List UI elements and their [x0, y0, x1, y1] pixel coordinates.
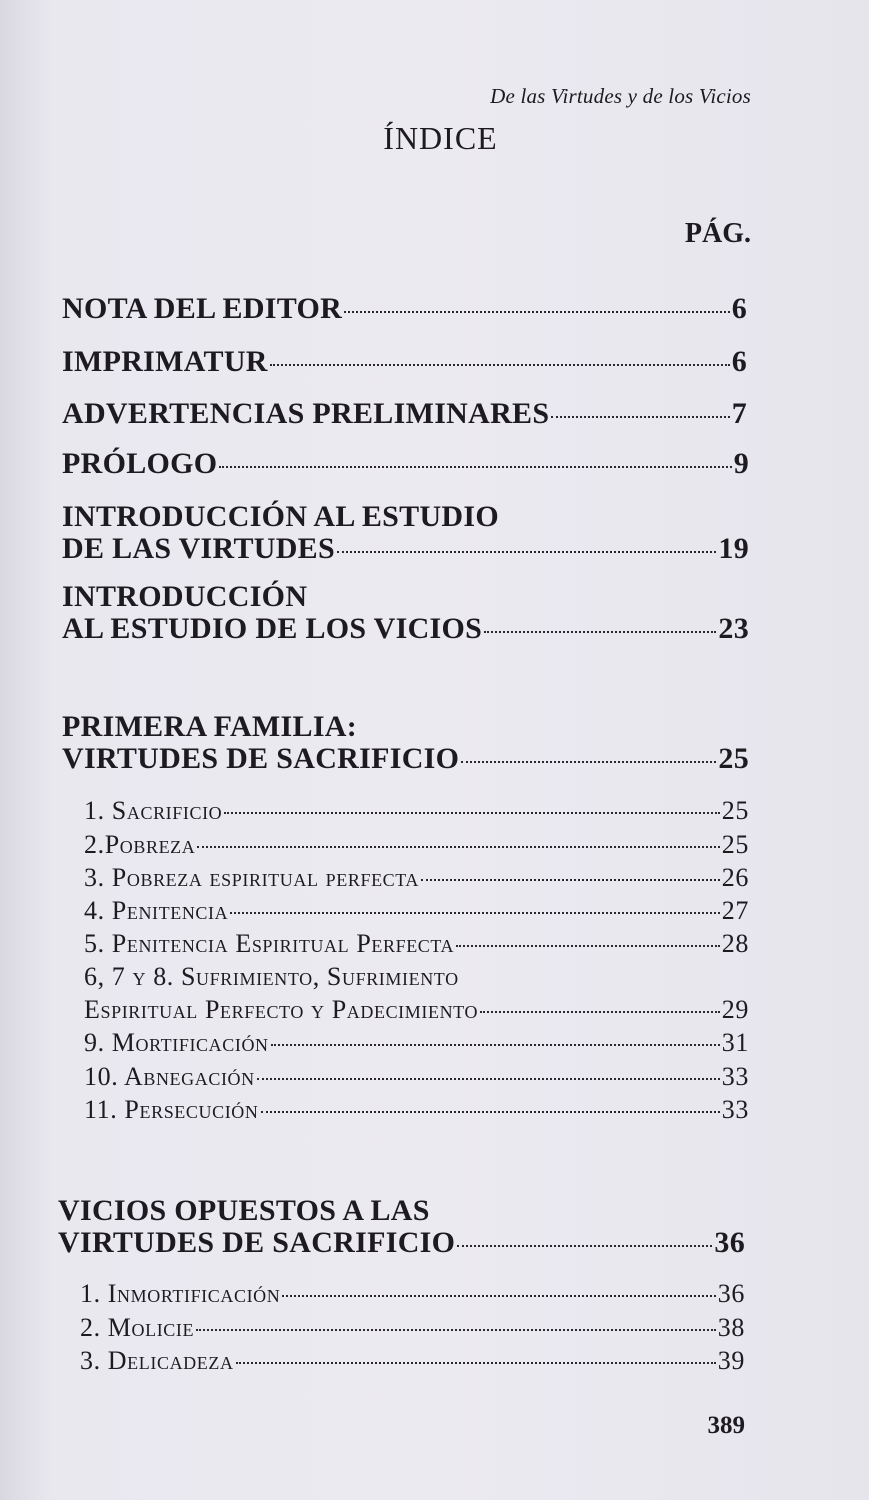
- toc-subentry-title: 10. Abnegación: [84, 1062, 255, 1091]
- leader-dots: [456, 945, 720, 947]
- leader-dots: [337, 551, 716, 553]
- toc-entry-page: 25: [718, 742, 749, 775]
- toc-subentry-title: 2. Molicie: [80, 1313, 195, 1342]
- leader-dots: [271, 1044, 720, 1046]
- leader-dots: [344, 311, 730, 313]
- toc-subentry-page: 36: [717, 1279, 745, 1308]
- toc-entry: [62, 532, 749, 566]
- toc-subentry-page: 31: [721, 1028, 749, 1057]
- toc-subentry-page: 25: [721, 796, 749, 825]
- toc-entry-title: DE LAS VIRTUDES: [62, 532, 335, 565]
- toc-entry-page: 36: [714, 1226, 745, 1259]
- toc-entry-page: 7: [731, 397, 747, 430]
- toc-entry: [62, 612, 749, 646]
- leader-dots: [461, 761, 716, 763]
- toc-entry-page: 6: [731, 292, 747, 325]
- leader-dots: [551, 416, 729, 418]
- toc-subentry-title: 1. Inmortificación: [80, 1279, 281, 1308]
- leader-dots: [224, 812, 720, 814]
- leader-dots: [480, 1011, 720, 1013]
- toc-entry-title: NOTA DEL EDITOR: [62, 292, 343, 325]
- toc-subentry-page: 27: [721, 896, 749, 925]
- toc-entry-title: VIRTUDES DE SACRIFICIO: [58, 1226, 456, 1259]
- leader-dots: [457, 1245, 712, 1247]
- leader-dots: [236, 1362, 716, 1364]
- toc-entry-page: 6: [731, 345, 747, 378]
- toc-entry: [58, 1226, 745, 1260]
- toc-subentry-page: 33: [721, 1062, 749, 1091]
- toc-subentry-page: 28: [721, 929, 749, 958]
- toc-entry: [62, 742, 749, 776]
- leader-dots: [230, 912, 720, 914]
- leader-dots: [197, 846, 719, 848]
- toc-subentry-title: 11. Persecución: [84, 1095, 259, 1124]
- toc-subentry-page: 26: [721, 863, 749, 892]
- toc-entry-title: VIRTUDES DE SACRIFICIO: [62, 742, 460, 775]
- toc-subentry: [80, 1346, 745, 1376]
- toc-subentry-title: 4. Penitencia: [84, 896, 229, 925]
- toc-subentry: [84, 995, 749, 1025]
- toc-subentry: [80, 1279, 745, 1309]
- page-column-label: PÁG.: [684, 218, 751, 249]
- toc-subentry: [84, 929, 749, 959]
- leader-dots: [257, 1078, 720, 1080]
- toc-subentry: [84, 896, 749, 926]
- toc-entry-title: AL ESTUDIO DE LOS VICIOS: [62, 612, 483, 645]
- toc-subentry: [84, 1095, 749, 1125]
- toc-entry-title-line1: VICIOS OPUESTOS A LAS: [58, 1194, 430, 1227]
- toc-entry: [62, 292, 747, 326]
- toc-subentry-title-line1: 6, 7 y 8. Sufrimiento, Sufrimiento: [84, 962, 459, 991]
- toc-entry-page: 23: [718, 612, 749, 645]
- toc-subentry: [84, 1062, 749, 1092]
- toc-subentry-title: 3. Delicadeza: [80, 1346, 234, 1375]
- toc-entry: [62, 397, 747, 431]
- running-header: De las Virtudes y de los Vicios: [490, 84, 751, 108]
- toc-subentry-page: 38: [717, 1313, 745, 1342]
- toc-subentry-title: 3. Pobreza espiritual perfecta: [84, 863, 420, 892]
- toc-entry-title: ADVERTENCIAS PRELIMINARES: [62, 397, 550, 430]
- leader-dots: [219, 466, 731, 468]
- toc-subentry-page: 39: [717, 1346, 745, 1375]
- leader-dots: [421, 879, 720, 881]
- leader-dots: [270, 364, 730, 366]
- leader-dots: [484, 631, 716, 633]
- toc-entry: [62, 447, 749, 481]
- toc-subentry-page: 29: [721, 995, 749, 1024]
- toc-entry-page: 19: [718, 532, 749, 565]
- toc-subentry: [84, 863, 749, 893]
- toc-subentry: [84, 830, 749, 860]
- toc-subentry: [80, 1313, 745, 1343]
- toc-entry-title: IMPRIMATUR: [62, 345, 268, 378]
- leader-dots: [196, 1329, 716, 1331]
- page-number: 389: [707, 1412, 745, 1439]
- toc-subentry-title: Espiritual Perfecto y Padecimiento: [84, 995, 479, 1024]
- toc-subentry-page: 25: [721, 830, 749, 859]
- toc-entry: [62, 345, 747, 379]
- toc-subentry-page: 33: [721, 1095, 749, 1124]
- toc-subentry: [84, 796, 749, 826]
- toc-entry-title-line1: INTRODUCCIÓN AL ESTUDIO: [62, 500, 499, 533]
- toc-subentry-title: 2.Pobreza: [84, 830, 196, 859]
- toc-entry-title: PRÓLOGO: [62, 447, 218, 480]
- toc-subentry-title: 1. Sacrificio: [84, 796, 223, 825]
- leader-dots: [261, 1111, 720, 1113]
- page-title: ÍNDICE: [383, 120, 498, 156]
- toc-entry-title-line1: PRIMERA FAMILIA:: [62, 710, 358, 743]
- toc-entry-title-line1: INTRODUCCIÓN: [62, 580, 308, 613]
- toc-subentry: [84, 1028, 749, 1058]
- leader-dots: [282, 1295, 715, 1297]
- toc-entry-page: 9: [733, 447, 749, 480]
- toc-subentry-title: 5. Penitencia Espiritual Perfecta: [84, 929, 455, 958]
- toc-subentry-title: 9. Mortificación: [84, 1028, 269, 1057]
